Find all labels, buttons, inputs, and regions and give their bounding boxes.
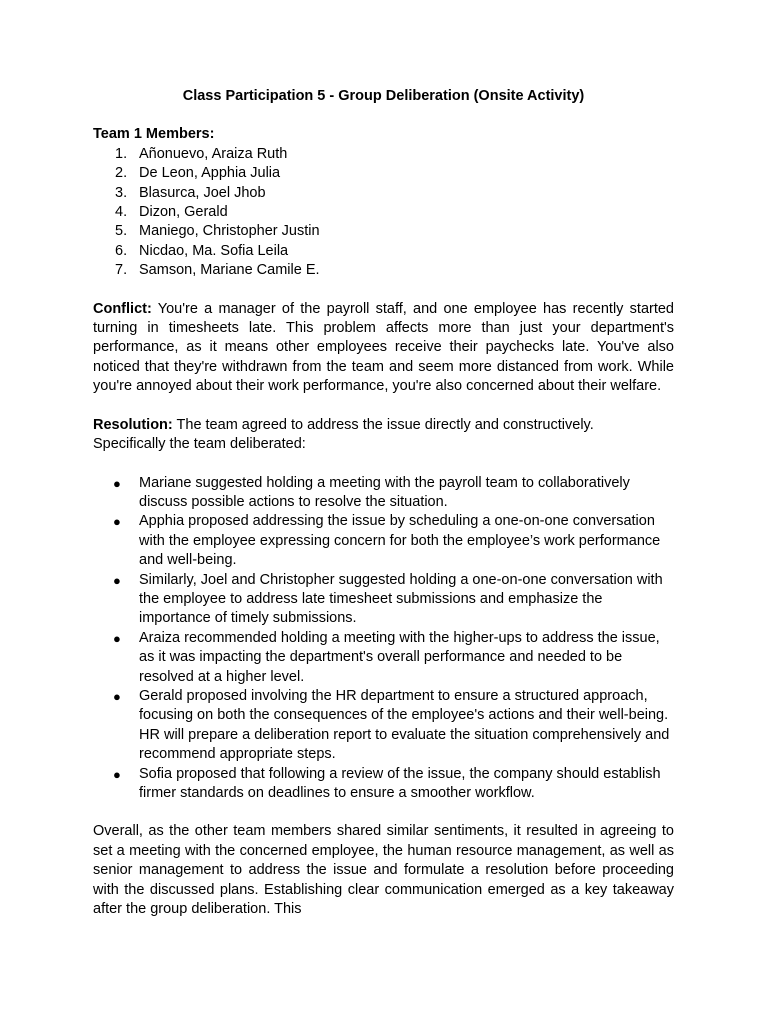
list-number: 2. [115,165,128,182]
point-text: Sofia proposed that following a review of the issue, the company should establish firmer standards on deadlines to ensure a smoother workflow. [139,765,661,801]
list-item [93,261,674,280]
member-name: Dizon, Gerald [139,204,228,221]
members-list [93,145,674,281]
list-item [93,203,674,222]
bullet-icon: ● [113,572,121,588]
resolution-text: The team agreed to address the issue directly and constructively. [172,416,594,433]
list-number: 1. [115,145,128,162]
list-item [93,242,674,261]
conflict-label: Conflict: [93,300,152,317]
list-number: 4. [115,204,128,221]
list-number: 7. [115,262,128,279]
list-item [93,571,674,629]
list-item [93,474,674,513]
bullet-icon: ● [113,766,121,782]
list-item [93,765,674,804]
bullet-icon: ● [113,630,121,646]
resolution-subtext: Specifically the team deliberated: [93,436,306,453]
list-number: 6. [115,242,128,259]
list-item [93,164,674,183]
point-text: Mariane suggested holding a meeting with the payroll team to collaboratively discuss possible actions to resolve the situation. [139,474,630,510]
resolution-paragraph [93,416,674,455]
deliberation-points [93,474,674,804]
team-heading: Team 1 Members: [93,126,215,143]
conflict-paragraph [93,300,674,397]
list-number: 5. [115,223,128,240]
list-number: 3. [115,184,128,201]
member-name: De Leon, Apphia Julia [139,165,281,182]
list-item [93,222,674,241]
bullet-icon: ● [113,475,121,491]
member-name: Nicdao, Ma. Sofia Leila [139,242,289,259]
point-text: Similarly, Joel and Christopher suggested holding a one-on-one conversation with the employee to address late timesheet submissions and emphasize the importance of timely submissions. [139,571,663,627]
list-item [93,184,674,203]
point-text: Araiza recommended holding a meeting with the higher-ups to address the issue, as it was impacting the department's overall performance and needed to be resolved at a higher level. [139,629,660,685]
member-name: Añonuevo, Araiza Ruth [139,145,288,162]
bullet-icon: ● [113,514,121,530]
member-name: Samson, Mariane Camile E. [139,262,320,279]
overall-paragraph: Overall, as the other team members shared similar sentiments, it resulted in agreeing to set a meeting with the concerned employee, the human resource management, as well as senior management to address the issue and formulate a resolution before proceeding with the discussed plans. Establishing clear communication emerged as a key takeaway after the group deliberation. This [93,823,674,918]
point-text: Apphia proposed addressing the issue by scheduling a one-on-one conversation with the employee expressing concern for both the employee’s work performance and well-being. [139,513,661,569]
document-page [93,87,674,919]
point-text: Gerald proposed involving the HR department to ensure a structured approach, focusing on both the consequences of the employee's actions and their well-being. HR will prepare a deliberation report to evaluate the situation comprehensively and recommend appropriate steps. [139,687,670,763]
member-name: Maniego, Christopher Justin [139,223,320,240]
document-title: Class Participation 5 - Group Deliberation (Onsite Activity) [182,88,585,104]
member-name: Blasurca, Joel Jhob [139,184,266,201]
list-item [93,687,674,765]
bullet-icon: ● [113,688,121,704]
resolution-label: Resolution: [93,416,173,433]
conflict-text: You're a manager of the payroll staff, and one employee has recently started turning in timesheets late. This problem affects more than just your department's performance, as it means other employees receive their paychecks late. You've also noticed that they're withdrawn from the team and seem more distanced from work. While you're annoyed about their work performance, you're also concerned about their welfare. [93,300,674,395]
list-item [93,629,674,687]
list-item [93,145,674,164]
list-item [93,512,674,570]
